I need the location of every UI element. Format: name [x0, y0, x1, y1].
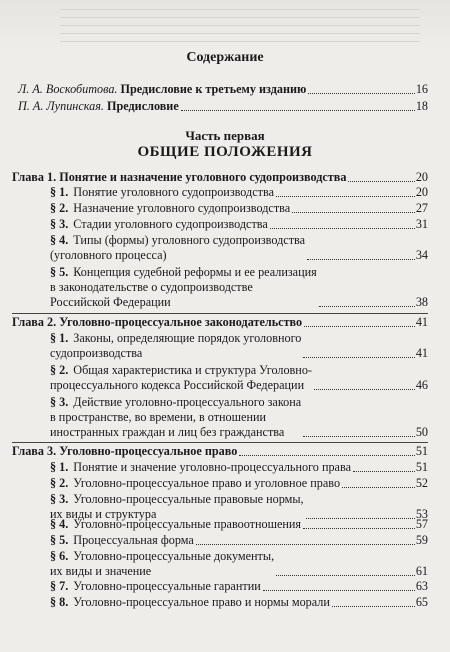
page-number: 41: [415, 315, 428, 329]
section-mark: § 1.: [50, 331, 69, 345]
toc-chapter-entry: [12, 170, 428, 185]
toc-chapter-entry: [12, 444, 428, 459]
section-mark: § 2.: [50, 363, 69, 377]
section-title: Процессуальная форма: [73, 533, 194, 547]
dot-leader: [303, 357, 414, 358]
section-mark: § 6.: [50, 549, 69, 563]
dot-leader: [276, 196, 415, 197]
toc-title: Содержание: [186, 50, 264, 65]
section-title: Концепция судебной реформы и ее реализация в законодательстве о судопроизводстве Российской Федерации: [50, 265, 317, 309]
dot-leader: [196, 544, 415, 545]
page-number: 52: [415, 476, 428, 490]
chapter-label: Глава 1. Понятие и назначение уголовного судопроизводства: [12, 170, 347, 184]
section-mark: § 3.: [50, 395, 69, 409]
dot-leader: [348, 181, 414, 182]
page-number: 31: [415, 217, 428, 231]
section-mark: § 1.: [50, 185, 69, 199]
toc-section-entry: [50, 476, 428, 491]
section-title: Типы (формы) уголовного судопроизводства (уголовного процесса): [50, 233, 306, 262]
toc-section-entry: [50, 549, 428, 579]
dot-leader: [307, 259, 415, 260]
section-mark: § 4.: [50, 233, 69, 247]
toc-section-entry: [50, 533, 428, 548]
page-number: 57: [415, 517, 428, 531]
section-title: Уголовно-процессуальные документы, их виды и значение: [50, 549, 275, 578]
chapter-label: Глава 2. Уголовно-процессуальное законодательство: [12, 315, 303, 329]
toc-section-entry: [50, 233, 428, 263]
toc-section-entry: [50, 579, 428, 594]
preface-author: П. А. Лупинская.: [18, 99, 104, 113]
page-number: 50: [415, 425, 428, 439]
page-number: 34: [415, 248, 428, 262]
preface-title: Предисловие к третьему изданию: [120, 82, 307, 96]
dot-leader: [270, 228, 415, 229]
dot-leader: [308, 93, 414, 94]
dot-leader: [332, 606, 415, 607]
section-title: Уголовно-процессуальные правовые нормы, их виды и структура: [50, 492, 304, 521]
preface-title: Предисловие: [107, 99, 179, 113]
toc-section-entry: [50, 185, 428, 200]
dot-leader: [342, 487, 415, 488]
toc-section-entry: [50, 460, 428, 475]
page-number: 20: [415, 170, 428, 184]
page-number: 51: [415, 444, 428, 458]
section-title: Назначение уголовного судопроизводства: [73, 201, 291, 215]
part-label: Часть первая: [185, 128, 265, 143]
section-title: Уголовно-процессуальное право и уголовное право: [73, 476, 341, 490]
page-number: 20: [415, 185, 428, 199]
dot-leader: [263, 590, 415, 591]
dot-leader: [353, 471, 415, 472]
toc-section-entry: [50, 395, 428, 440]
section-mark: § 5.: [50, 265, 69, 279]
toc-chapter-entry: [12, 315, 428, 330]
toc-section-entry: [50, 265, 428, 310]
section-title: Понятие уголовного судопроизводства: [73, 185, 274, 199]
toc-preface-entry: [18, 82, 428, 97]
section-title: Уголовно-процессуальные правоотношения: [73, 517, 302, 531]
page-number: 27: [415, 201, 428, 215]
page-number: 51: [415, 460, 428, 474]
dot-leader: [319, 306, 415, 307]
preface-author: Л. А. Воскобитова.: [18, 82, 118, 96]
dot-leader: [276, 575, 415, 576]
page-number: 65: [415, 595, 428, 609]
section-title: Понятие и значение уголовно-процессуального права: [73, 460, 351, 474]
dot-leader: [303, 528, 415, 529]
page-number: 63: [415, 579, 428, 593]
chapter-divider: [12, 313, 428, 314]
toc-preface-entry: [18, 99, 428, 114]
toc-section-entry: [50, 201, 428, 216]
dot-leader: [304, 326, 415, 327]
page-number: 46: [415, 378, 428, 392]
toc-section-entry: [50, 363, 428, 393]
dot-leader: [303, 436, 415, 437]
section-mark: § 2.: [50, 201, 69, 215]
section-title: Общая характеристика и структура Уголовно- процессуального кодекса Российской Федерации: [50, 363, 312, 392]
bleed-through-area: [0, 0, 450, 48]
page-number: 16: [415, 82, 428, 96]
dot-leader: [292, 212, 415, 213]
page-number: 38: [415, 295, 428, 309]
page-number: 53: [415, 507, 428, 521]
section-mark: § 3.: [50, 217, 69, 231]
page-number: 61: [415, 564, 428, 578]
toc-section-entry: [50, 595, 428, 610]
dot-leader: [181, 110, 415, 111]
page-number: 18: [415, 99, 428, 113]
dot-leader: [239, 455, 414, 456]
toc-section-entry: [50, 331, 428, 361]
toc-section-entry: [50, 517, 428, 532]
section-mark: § 2.: [50, 476, 69, 490]
section-title: Уголовно-процессуальное право и нормы морали: [73, 595, 330, 609]
section-title: Стадии уголовного судопроизводства: [73, 217, 268, 231]
section-title: Законы, определяющие порядок уголовного судопроизводства: [50, 331, 302, 360]
chapter-divider: [12, 442, 428, 443]
section-mark: § 4.: [50, 517, 69, 531]
section-mark: § 5.: [50, 533, 69, 547]
part-title: ОБЩИЕ ПОЛОЖЕНИЯ: [137, 144, 313, 160]
dot-leader: [314, 389, 415, 390]
section-mark: § 7.: [50, 579, 69, 593]
section-mark: § 8.: [50, 595, 69, 609]
toc-section-entry: [50, 217, 428, 232]
section-title: Действие уголовно-процессуального закона в пространстве, во времени, в отношении иностранных граждан и лиц без гражданства: [50, 395, 302, 439]
chapter-label: Глава 3. Уголовно-процессуальное право: [12, 444, 238, 458]
section-mark: § 1.: [50, 460, 69, 474]
section-mark: § 3.: [50, 492, 69, 506]
section-title: Уголовно-процессуальные гарантии: [73, 579, 261, 593]
page-number: 59: [415, 533, 428, 547]
page-number: 41: [415, 346, 428, 360]
